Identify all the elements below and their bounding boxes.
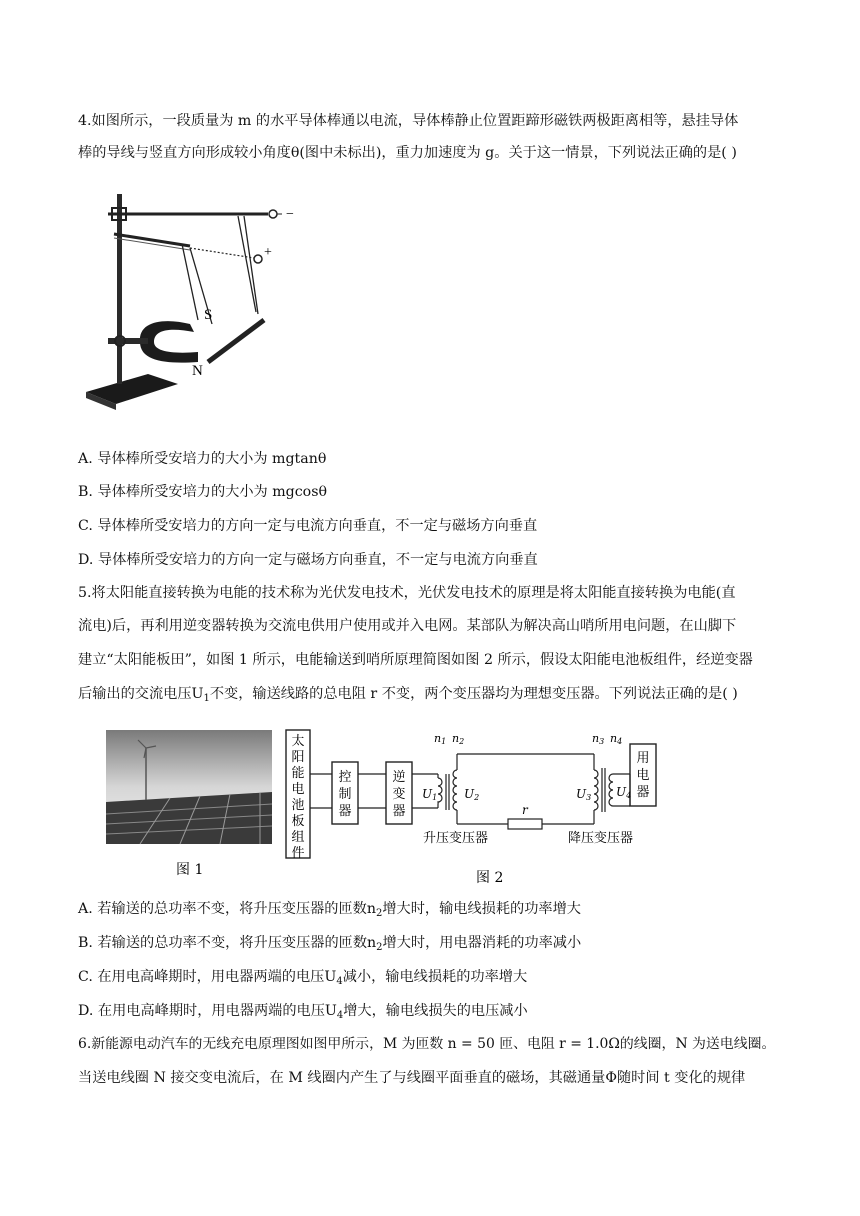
stand-rod — [117, 194, 122, 384]
q5-stem-line-1: 5.将太阳能直接转换为电能的技术称为光伏发电技术，光伏发电技术的原理是将太阳能直接转换为电能(直 — [78, 585, 736, 601]
svg-text:n1: n1 — [434, 732, 447, 746]
q5-option-d: D. 在用电高峰期时，用电器两端的电压$U_4$增大，输电线损失的电压减小 — [78, 1003, 528, 1021]
q6-stem-line-1: 6.新能源电动汽车的无线充电原理图如图甲所示，M 为匝数 n = 50 匝、电阻 r = 1.0Ω的线圈，N 为送电线圈。 — [78, 1036, 776, 1052]
q5-stem-line-2: 流电)后，再利用逆变器转换为交流电供用户使用或并入电网。某部队为解决高山哨所用电问题，在山脚下 — [78, 618, 737, 634]
step-up-transformer — [438, 754, 457, 824]
svg-text:逆: 逆 — [392, 770, 406, 785]
svg-text:r: r — [522, 803, 528, 817]
svg-text:组: 组 — [291, 830, 305, 845]
q4-option-b: B. 导体棒所受安培力的大小为 mgcosθ — [78, 484, 328, 500]
q4-option-c: C. 导体棒所受安培力的方向一定与电流方向垂直，不一定与磁场方向垂直 — [78, 518, 538, 534]
q5-option-b: B. 若输送的总功率不变，将升压变压器的匝数$n_2$增大时，用电器消耗的功率减小 — [78, 935, 582, 953]
svg-text:U4: U4 — [616, 785, 632, 800]
svg-text:U2: U2 — [464, 787, 480, 802]
svg-text:U3: U3 — [576, 787, 592, 802]
svg-text:用: 用 — [636, 751, 650, 766]
svg-text:制: 制 — [338, 787, 352, 802]
svg-text:n4: n4 — [610, 732, 623, 746]
svg-text:器: 器 — [636, 785, 650, 800]
line-resistor — [508, 819, 542, 829]
minus-label: − — [286, 207, 294, 222]
q5-option-a: A. 若输送的总功率不变，将升压变压器的匝数$n_2$增大时，输电线损耗的功率增大 — [78, 901, 581, 919]
svg-text:变: 变 — [392, 787, 406, 802]
q5-option-c: C. 在用电高峰期时，用电器两端的电压$U_4$减小，输电线损耗的功率增大 — [78, 969, 528, 987]
svg-text:控: 控 — [338, 770, 352, 785]
q4-option-a: A. 导体棒所受安培力的大小为 mgtanθ — [78, 451, 327, 467]
svg-text:n3: n3 — [592, 732, 605, 746]
q5-stem-line-4: 后输出的交流电压$U_1$不变，输送线路的总电阻 r 不变，两个变压器均为理想变压器。下列说法正确的是( ) — [78, 686, 738, 704]
horseshoe-magnet — [140, 321, 198, 363]
solar-field-photo — [106, 730, 272, 844]
svg-text:太: 太 — [291, 734, 305, 749]
step-up-label: 升压变压器 — [423, 831, 489, 846]
svg-text:能: 能 — [291, 766, 305, 781]
q4-stem-line-1: 4.如图所示，一段质量为 m 的水平导体棒通以电流，导体棒静止位置距蹄形磁铁两极距离相等，悬挂导体 — [78, 113, 739, 129]
svg-text:板: 板 — [291, 814, 305, 829]
q5-transmission-figure — [100, 718, 680, 888]
svg-text:阳: 阳 — [291, 750, 305, 765]
svg-text:电: 电 — [291, 782, 305, 797]
q5-stem-line-3: 建立“太阳能板田”，如图 1 所示，电能输送到哨所原理简图如图 2 所示，假设太阳能电池板组件，经逆变器 — [78, 652, 753, 668]
svg-text:池: 池 — [291, 798, 305, 813]
fig1-caption: 图 1 — [176, 862, 204, 878]
plus-label: + — [264, 245, 272, 260]
n-pole-label: N — [192, 363, 203, 379]
svg-text:U1: U1 — [422, 787, 438, 802]
fig2-caption: 图 2 — [476, 870, 504, 886]
q4-option-d: D. 导体棒所受安培力的方向一定与磁场方向垂直，不一定与电流方向垂直 — [78, 552, 538, 568]
svg-text:件: 件 — [291, 846, 305, 861]
svg-text:器: 器 — [392, 804, 406, 819]
step-down-label: 降压变压器 — [568, 831, 634, 846]
svg-text:n2: n2 — [452, 732, 465, 746]
svg-text:器: 器 — [338, 804, 352, 819]
q4-stem-line-2: 棒的导线与竖直方向形成较小角度θ(图中未标出)，重力加速度为 g。关于这一情景，下列说法正确的是( ) — [78, 145, 737, 161]
s-pole-label: S — [204, 307, 213, 323]
svg-text:电: 电 — [636, 768, 650, 783]
q4-magnet-figure — [78, 192, 310, 414]
q6-stem-line-2: 当送电线圈 N 接交变电流后，在 M 线圈内产生了与线圈平面垂直的磁场，其磁通量Φ随时间 t 变化的规律 — [78, 1070, 746, 1086]
conductor-rod — [208, 320, 264, 362]
